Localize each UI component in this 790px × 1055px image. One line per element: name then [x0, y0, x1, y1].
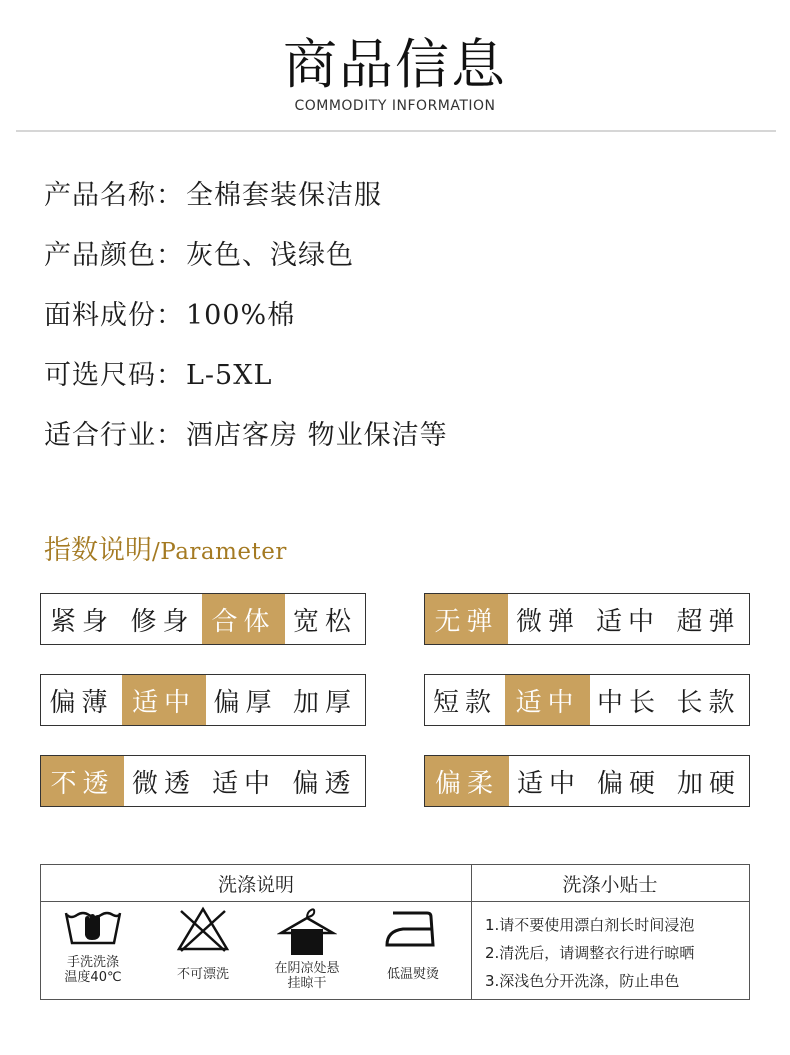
scale-option: 紧身 [49, 606, 114, 637]
info-label: 产品名称： [44, 180, 184, 211]
info-value: 100%棉 [186, 300, 296, 331]
scale-option: 短款 [432, 687, 497, 718]
care-item-no-bleach [153, 905, 253, 982]
scale-option: 无弹 [425, 594, 508, 644]
caption-line: 不可漂洗 [176, 967, 229, 982]
fit-scale [40, 593, 366, 645]
product-info-list [44, 176, 448, 476]
info-label: 适合行业： [44, 420, 184, 451]
scale-option: 适中 [122, 675, 206, 725]
scale-option: 适中 [595, 606, 660, 637]
iron-low-icon [383, 905, 443, 953]
page-title: 商品信息 [283, 33, 507, 96]
info-value: L-5XL [186, 360, 273, 391]
scale-option: 偏透 [292, 768, 357, 799]
scale-option: 合体 [202, 594, 285, 644]
scale-option: 适中 [516, 768, 581, 799]
scale-option: 偏柔 [425, 756, 509, 806]
care-caption [153, 967, 253, 982]
info-label: 可选尺码： [44, 360, 184, 391]
info-value: 全棉套装保洁服 [186, 180, 382, 211]
scale-option: 加硬 [676, 768, 741, 799]
scale-option: 微透 [131, 768, 196, 799]
scale-option: 超弹 [676, 606, 741, 637]
info-label: 面料成份： [44, 300, 184, 331]
care-divider [471, 865, 472, 999]
page-subtitle: COMMODITY INFORMATION [294, 98, 496, 114]
caption-line: 手洗洗涤 [66, 955, 119, 970]
caption-line: 温度40℃ [64, 970, 122, 985]
parameter-title-en: /Parameter [152, 539, 287, 565]
wash-tip: 1.请不要使用漂白剂长时间浸泡 [485, 916, 695, 934]
softness-scale [424, 755, 750, 807]
length-scale [424, 674, 750, 726]
scale-option: 微弹 [515, 606, 580, 637]
caption-line: 低温熨烫 [386, 967, 439, 982]
wash-tips-list [485, 911, 694, 995]
scale-option: 偏厚 [213, 687, 278, 718]
wash-tips-title: 洗涤小贴士 [471, 865, 749, 902]
caption-line: 挂晾干 [287, 976, 327, 991]
transparency-scale [40, 755, 366, 807]
wash-tip: 3.深浅色分开洗涤，防止串色 [485, 972, 680, 990]
hang-dry-shade-icon [277, 905, 337, 957]
scale-option: 中长 [596, 687, 661, 718]
care-item-hand-wash [43, 905, 143, 985]
scale-option: 加厚 [292, 687, 357, 718]
scale-option: 宽松 [292, 606, 357, 637]
wash-instructions-title: 洗涤说明 [41, 865, 471, 902]
scale-option: 适中 [211, 768, 276, 799]
care-table [40, 864, 750, 1000]
header-divider [16, 130, 776, 132]
info-value: 灰色、浅绿色 [186, 240, 354, 271]
hand-wash-icon [61, 905, 125, 949]
info-row-industry [44, 416, 448, 476]
thickness-scale [40, 674, 366, 726]
care-caption [363, 967, 463, 982]
info-value: 酒店客房 物业保洁等 [186, 420, 448, 451]
parameter-title-cn: 指数说明 [44, 535, 152, 566]
scale-option: 偏硬 [596, 768, 661, 799]
care-caption [43, 955, 143, 985]
scale-option: 长款 [676, 687, 741, 718]
info-row-fabric [44, 296, 448, 356]
care-item-iron [363, 905, 463, 982]
scale-option: 偏薄 [49, 687, 114, 718]
info-row-name [44, 176, 448, 236]
info-label: 产品颜色： [44, 240, 184, 271]
care-caption [257, 961, 357, 991]
elasticity-scale [424, 593, 750, 645]
care-item-hang-dry [257, 905, 357, 991]
scale-option: 适中 [505, 675, 590, 725]
wash-tip: 2.清洗后，请调整衣行进行晾晒 [485, 944, 695, 962]
caption-line: 在阴凉处悬 [274, 961, 340, 976]
info-row-size [44, 356, 448, 416]
info-row-color [44, 236, 448, 296]
scale-option: 修身 [130, 606, 195, 637]
scale-option: 不透 [41, 756, 124, 806]
no-bleach-icon [175, 905, 231, 953]
parameter-heading [44, 528, 287, 567]
